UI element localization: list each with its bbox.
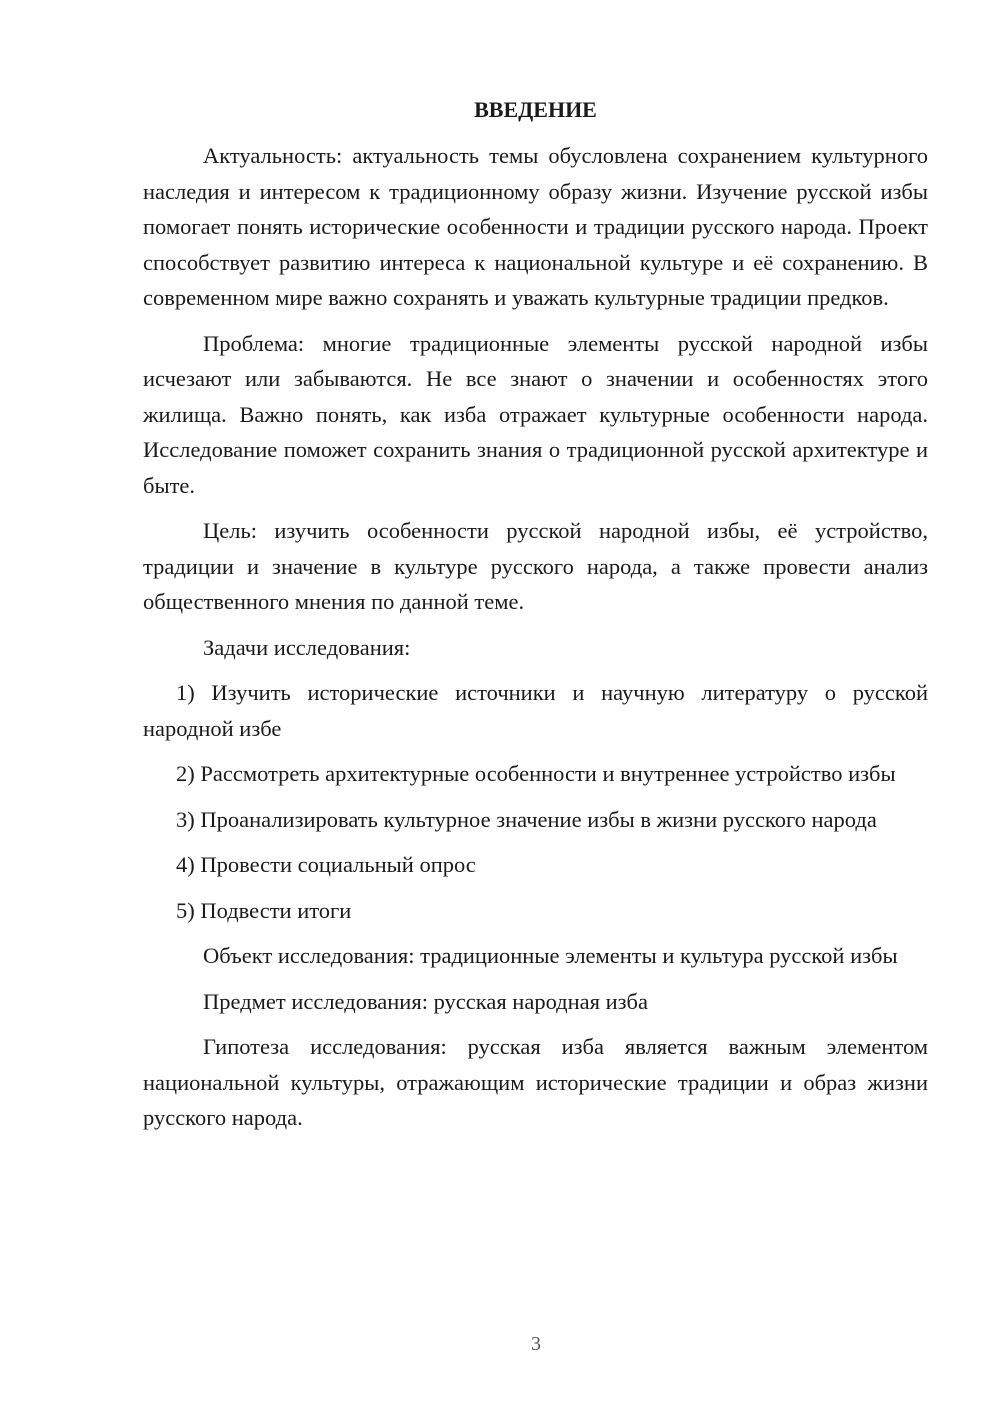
task-item-2: 2) Рассмотреть архитектурные особенности и внутреннее устройство избы <box>176 761 896 786</box>
relevance-paragraph: Актуальность: актуальность темы обусловлена сохранением культурного наследия и интересом к традиционному образу жизни. Изучение русской избы помогает понять исторические особенности и традиции русского народа. Проект способствует развитию интереса к национальной культуре и её сохранению. В современном мире важно сохранять и уважать культурные традиции предков. <box>143 143 928 310</box>
tasks-list <box>143 675 928 928</box>
tasks-heading: Задачи исследования: <box>203 634 411 660</box>
subject-paragraph: Предмет исследования: русская народная изба <box>203 988 648 1014</box>
task-item-4: 4) Провести социальный опрос <box>176 852 476 877</box>
task-item-5: 5) Подвести итоги <box>176 897 352 923</box>
task-item-1: 1) Изучить исторические источники и научную литературу о русской народной избе <box>143 680 928 741</box>
task-item-3: 3) Проанализировать культурное значение избы в жизни русского народа <box>176 806 877 832</box>
page-title: ВВЕДЕНИЕ <box>474 97 597 122</box>
hypothesis-paragraph: Гипотеза исследования: русская изба является важным элементом национальной культуры, отражающим исторические традиции и образ жизни русского народа. <box>143 1034 928 1130</box>
object-paragraph: Объект исследования: традиционные элементы и культура русской избы <box>203 943 898 968</box>
page-number: 3 <box>531 1333 541 1355</box>
page-content <box>143 94 928 1146</box>
goal-paragraph: Цель: изучить особенности русской народной избы, её устройство, традиции и значение в культуре русского народа, а также провести анализ общественного мнения по данной теме. <box>143 518 928 614</box>
problem-paragraph: Проблема: многие традиционные элементы русской народной избы исчезают или забываются. Не все знают о значении и особенностях этого жилища. Важно понять, как изба отражает культурные особенности народа. Исследование поможет сохранить знания о традиционной русской архитектуре и быте. <box>143 330 928 498</box>
